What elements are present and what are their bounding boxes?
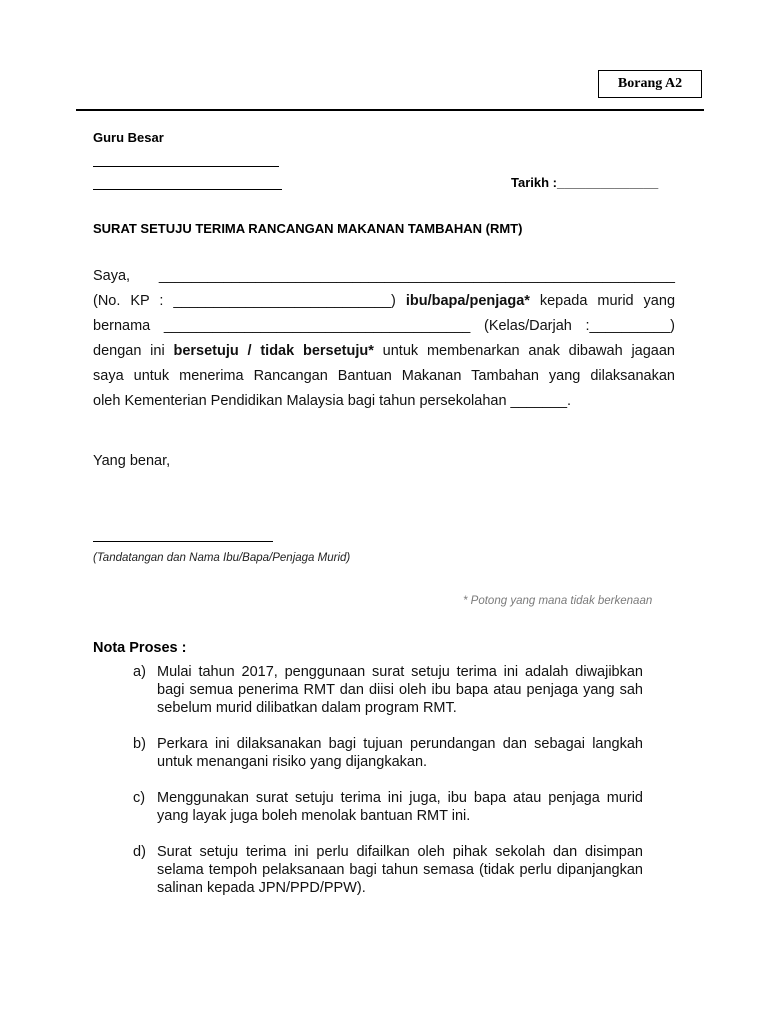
relation-options: ibu/bapa/penjaga* [405, 293, 530, 309]
signature-line[interactable] [93, 541, 273, 542]
strike-note: * Potong yang mana tidak berkenaan [463, 595, 653, 607]
date-field[interactable]: Tarikh :______________ [511, 175, 659, 190]
note-item-d [133, 843, 643, 897]
recipient-address-line[interactable] [93, 189, 282, 190]
body-line-year[interactable]: oleh Kementerian Pendidikan Malaysia bagi tahun persekolahan _______. [93, 393, 572, 409]
consent-body [93, 264, 675, 414]
note-text: Mulai tahun 2017, penggunaan surat setuju terima ini adalah diwajibkan bagi semua penerima RMT dan diisi oleh ibu bapa atau penjaga yang sah sebelum murid dilibatkan dalam program RMT. [157, 664, 643, 716]
form-code-label: Borang A2 [617, 76, 683, 91]
closing-text: Yang benar, [93, 453, 171, 469]
notes-list [133, 663, 643, 897]
body-line-consent: dengan ini bersetuju / tidak bersetuju* untuk membenarkan anak dibawah jagaan [93, 343, 675, 359]
body-line-ic[interactable]: (No. KP : ___________________________) ibu/bapa/penjaga* kepada murid yang [93, 293, 676, 309]
form-code-box [598, 70, 702, 98]
body-line-program: saya untuk menerima Rancangan Bantuan Makanan Tambahan yang dilaksanakan [93, 368, 675, 384]
body-line-name[interactable]: Saya, ________________________________________________________________ [93, 268, 675, 284]
header-rule [76, 109, 704, 111]
note-label: b) [133, 736, 146, 752]
note-label: a) [133, 664, 146, 680]
letter-title: SURAT SETUJU TERIMA RANCANGAN MAKANAN TAMBAHAN (RMT) [93, 221, 523, 236]
note-text: Menggunakan surat setuju terima ini juga, ibu bapa atau penjaga murid yang layak juga boleh menolak bantuan RMT ini. [157, 790, 643, 824]
note-text: Perkara ini dilaksanakan bagi tujuan perundangan dan sebagai langkah untuk menangani risiko yang dijangkakan. [157, 736, 643, 770]
recipient-title: Guru Besar [93, 130, 164, 145]
note-text: Surat setuju terima ini perlu difailkan oleh pihak sekolah dan disimpan selama tempoh pelaksanaan bagi tahun semasa (tidak perlu dipanjangkan salinan kepada JPN/PPD/PPW). [157, 844, 643, 896]
consent-options: bersetuju / tidak bersetuju* [173, 343, 374, 359]
notes-title: Nota Proses : [93, 640, 187, 656]
note-item-b [133, 735, 643, 771]
note-item-a [133, 663, 643, 717]
note-label: d) [133, 844, 146, 860]
body-line-student[interactable]: bernama ______________________________________ (Kelas/Darjah :__________) [93, 318, 675, 334]
note-label: c) [133, 790, 146, 806]
recipient-name-line[interactable] [93, 166, 279, 167]
signature-caption: (Tandatangan dan Nama Ibu/Bapa/Penjaga Murid) [93, 552, 351, 564]
note-item-c [133, 789, 643, 825]
